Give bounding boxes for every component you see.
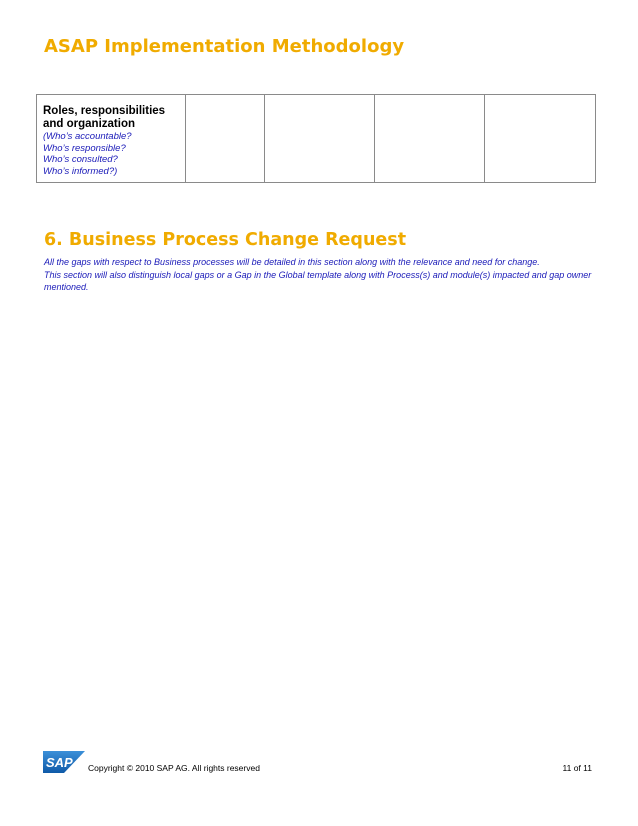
section-heading: 6. Business Process Change Request [44,230,407,250]
roles-question-informed: Who’s informed?) [43,165,118,177]
table-empty-cell [375,95,485,183]
table-empty-cell [485,95,596,183]
table-empty-cell [265,95,375,183]
table-empty-cell [186,95,265,183]
section-instructions [44,256,604,294]
roles-title-line2: and organization [43,118,135,130]
roles-label-cell [37,95,186,183]
section-paragraph: All the gaps with respect to Business processes will be detailed in this section along with the relevance and need for change. [44,257,540,267]
footer-copyright: Copyright © 2010 SAP AG. All rights reserved [88,763,260,773]
section-paragraph: This section will also distinguish local gaps or a Gap in the Global template along with Process(s) and module(s) impacted and gap owner mentioned. [44,269,592,292]
sap-logo-icon [43,751,85,773]
table-row [37,95,596,183]
footer-page-number: 11 of 11 [562,763,592,773]
sap-logo-text: SAP [46,755,73,770]
document-header-title: ASAP Implementation Methodology [44,36,405,57]
roles-question-accountable: (Who’s accountable? [43,131,132,142]
roles-title-line1: Roles, responsibilities [43,105,166,117]
roles-question-responsible: Who’s responsible? [43,142,126,154]
roles-question-consulted: Who’s consulted? [43,154,118,165]
roles-responsibilities-table [36,94,596,183]
